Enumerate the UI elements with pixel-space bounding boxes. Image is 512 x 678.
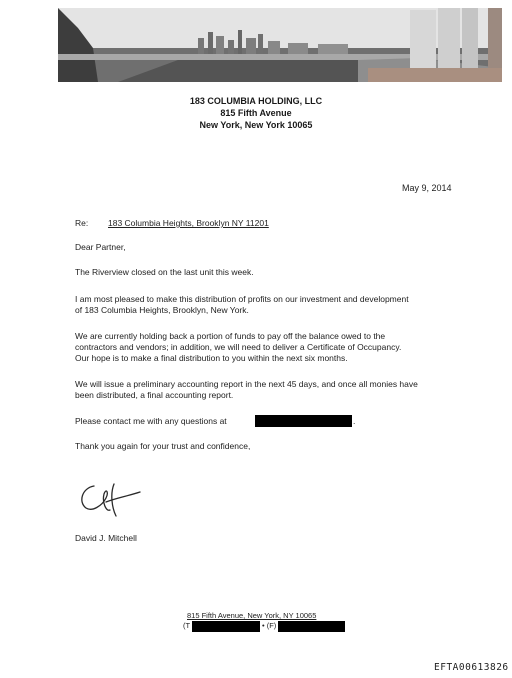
- contact-line-end: .: [353, 416, 356, 426]
- footer-fax-prefix: • (F): [262, 621, 277, 630]
- thanks-line: Thank you again for your trust and confidence,: [75, 441, 251, 451]
- signature-name: David J. Mitchell: [75, 533, 137, 543]
- letterhead-banner-photo: [58, 8, 502, 82]
- redaction-bar-phone: [192, 621, 260, 632]
- paragraph-1-line-1: The Riverview closed on the last unit this week.: [75, 267, 254, 277]
- paragraph-3-line-2: contractors and vendors; in addition, we will need to deliver a Certificate of Occupancy.: [75, 342, 402, 352]
- paragraph-2-line-2: of 183 Columbia Heights, Brooklyn, New York.: [75, 305, 249, 315]
- footer-phone-prefix: (T: [183, 621, 191, 630]
- paragraph-4-line-2: been distributed, a final accounting report.: [75, 390, 234, 400]
- handwritten-signature: [76, 478, 146, 518]
- letter-date: May 9, 2014: [402, 183, 452, 193]
- redaction-bar-fax: [278, 621, 345, 632]
- paragraph-3-line-1: We are currently holding back a portion of funds to pay off the balance owed to the: [75, 331, 386, 341]
- contact-line: Please contact me with any questions at: [75, 416, 227, 426]
- letterhead-city: New York, New York 10065: [199, 120, 313, 130]
- re-label: Re:: [75, 218, 89, 228]
- salutation: Dear Partner,: [75, 242, 126, 252]
- paragraph-3-line-3: Our hope is to make a final distribution to you within the next six months.: [75, 353, 348, 363]
- paragraph-4-line-1: We will issue a preliminary accounting report in the next 45 days, and once all monies have: [75, 379, 418, 389]
- letterhead-street: 815 Fifth Avenue: [220, 108, 292, 118]
- letterhead-company: 183 COLUMBIA HOLDING, LLC: [189, 96, 323, 106]
- re-subject: 183 Columbia Heights, Brooklyn NY 11201: [108, 218, 269, 228]
- paragraph-2-line-1: I am most pleased to make this distribution of profits on our investment and development: [75, 294, 409, 304]
- redaction-bar-contact: [255, 415, 352, 427]
- bates-number: EFTA00613826: [434, 662, 509, 673]
- footer-address: 815 Fifth Avenue, New York, NY 10065: [187, 611, 317, 620]
